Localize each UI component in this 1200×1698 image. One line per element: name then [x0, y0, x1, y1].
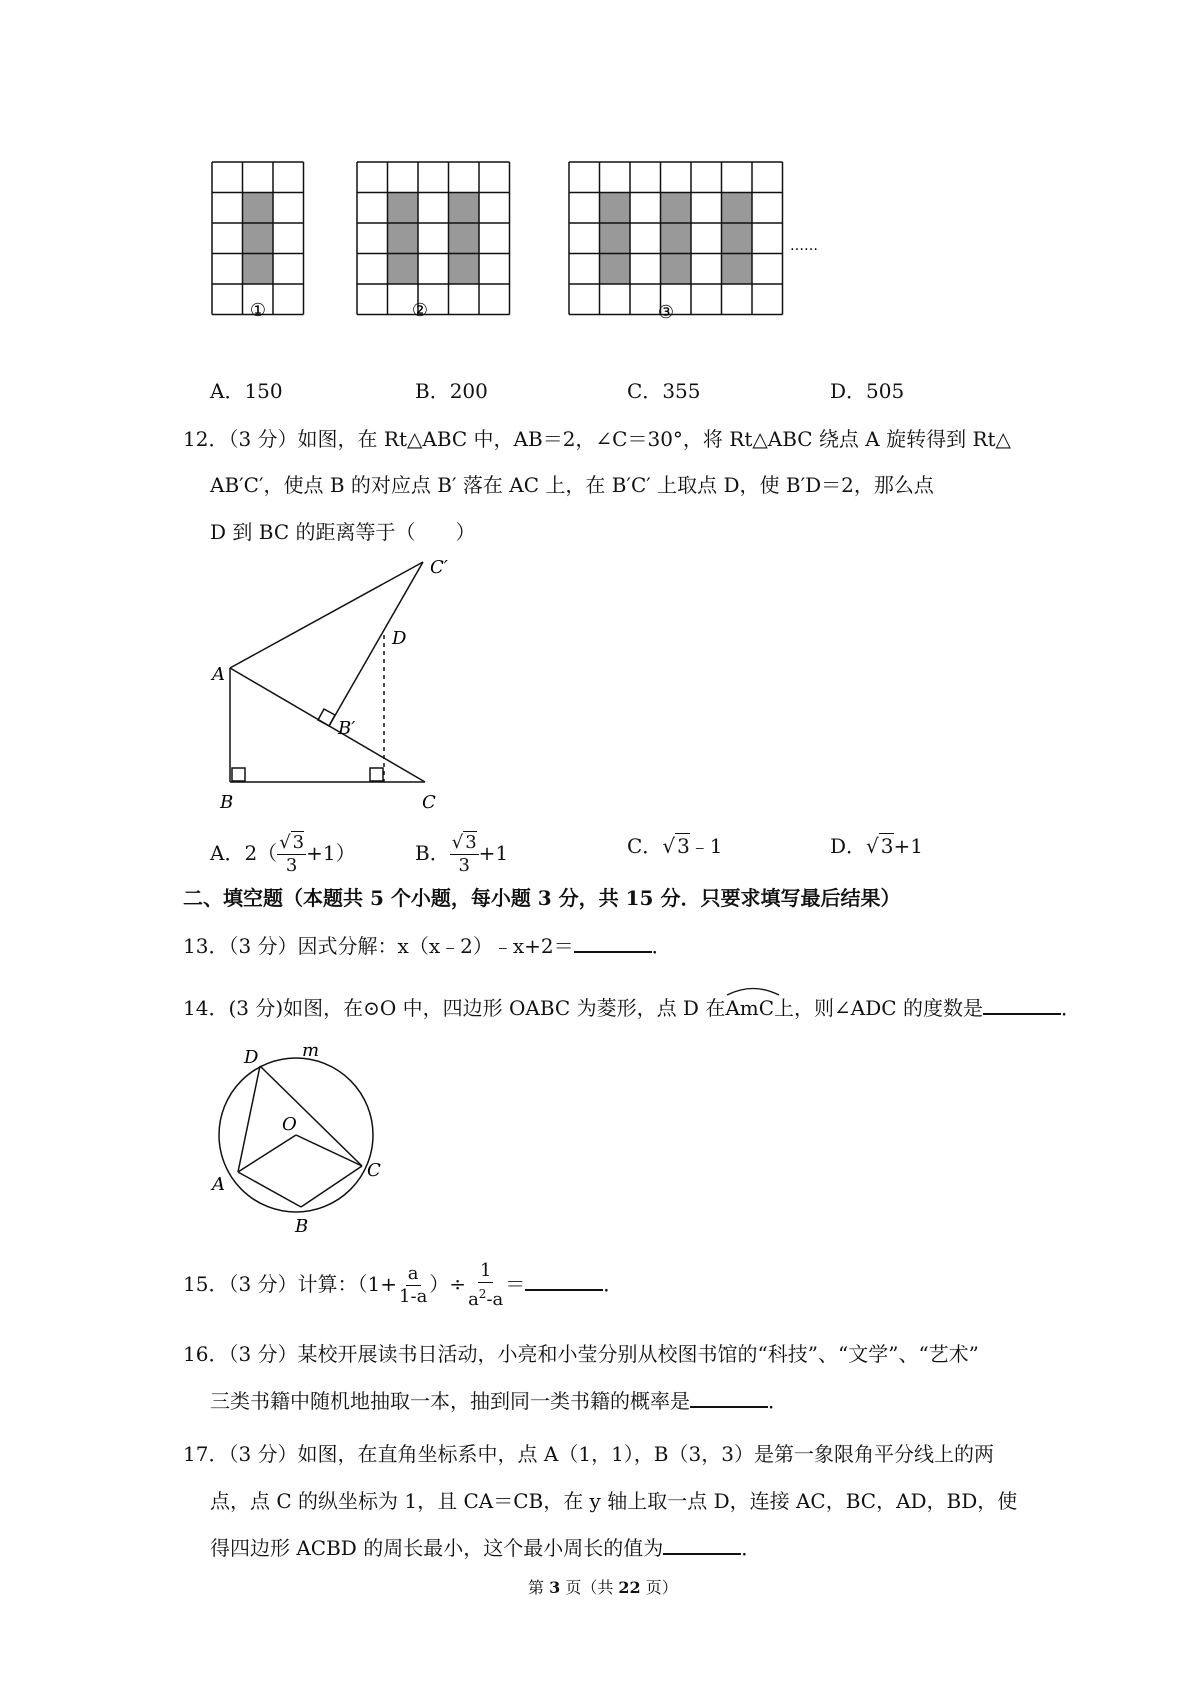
section-2-title: 二、填空题（本题共 5 个小题，每小题 3 分，共 15 分．只要求填写最后结果） [183, 886, 901, 910]
q12-label-b-prime: B′ [338, 718, 356, 739]
q14-label-c: C [367, 1160, 381, 1181]
q17-answer-blank [663, 1553, 741, 1555]
q11-option-a: A．150 [210, 379, 283, 403]
q16-answer-blank [690, 1406, 768, 1408]
q14-segment-oc [296, 1135, 362, 1166]
pattern-ellipsis: …… [790, 238, 818, 254]
q15-line: 15．（3 分）计算：（1+ $\frac{a}{1-a}$ ）÷ $\frac{1}{a^2-a}$ ＝ ． [183, 1260, 624, 1310]
q12-label-c-prime: C′ [430, 557, 448, 578]
q12-label-a: A [212, 664, 225, 685]
q12-option-a: A．2（ $\frac{√ 3}{3}$ +1） [210, 832, 356, 876]
q12-triangle-figure [0, 550, 500, 810]
pattern-1-shaded-column-1 [243, 193, 274, 285]
q12-line-2: AB′C′，使点 B 的对应点 B′ 落在 AC 上，在 B′C′ 上取点 D，使 B′D＝2，那么点 [210, 473, 934, 497]
q16-line-2: 三类书籍中随机地抽取一本，抽到同一类书籍的概率是 ． [210, 1389, 788, 1413]
pattern-3-shaded-column-3 [722, 193, 753, 285]
q11-option-d: D．505 [830, 379, 905, 403]
q14-segment-da [238, 1066, 260, 1172]
q12-right-angle-b [232, 768, 245, 781]
pattern-2-shaded-column-1 [388, 193, 419, 285]
q15-answer-blank [525, 1289, 603, 1291]
q14-label-o: O [282, 1114, 297, 1135]
q12-line-1: 12．（3 分）如图，在 Rt△ABC 中，AB＝2，∠C＝30°，将 Rt△ABC 绕点 A 旋转得到 Rt△ [183, 427, 1011, 451]
pattern-2-shaded-column-2 [449, 193, 480, 285]
q16-line-1: 16．（3 分）某校开展读书日活动，小亮和小莹分别从校图书馆的“科技”、“文学”、“艺术” [183, 1342, 979, 1366]
pattern-3-shaded-column-1 [600, 193, 631, 285]
q12-line-3: D 到 BC 的距离等于（ ） [210, 520, 476, 544]
q12-right-angle-b-prime [318, 709, 335, 726]
q14-label-d: D [244, 1047, 259, 1068]
q14-segment-dc [260, 1066, 362, 1166]
q14-segment-oa [238, 1135, 296, 1172]
q11-option-c: C．355 [627, 379, 701, 403]
q12-right-angle-foot [370, 768, 383, 781]
q14-line: 14．(3 分)如图，在⊙O 中，四边形 OABC 为菱形，点 D 在 AmC上，则∠ADC 的度数是 ． [183, 990, 1081, 1022]
q14-label-m: m [302, 1040, 320, 1061]
q12-option-c: C．√ 3﹣1 [627, 834, 723, 858]
q12-segment-bc-prime [329, 562, 423, 726]
q12-option-d: D．√ 3+1 [830, 834, 924, 858]
pattern-3-shaded-column-2 [661, 193, 692, 285]
q12-segment-ac-prime [230, 562, 423, 668]
q14-label-a: A [212, 1174, 225, 1195]
q15-fraction-1: $\frac{a}{1-a}$ [399, 1263, 428, 1307]
q17-line-3: 得四边形 ACBD 的周长最小，这个最小周长的值为 ． [210, 1536, 762, 1560]
q14-segment-ab [238, 1172, 301, 1207]
q15-fraction-2: $\frac{1}{a^2-a}$ [468, 1260, 504, 1310]
q12-option-b: B． $\frac{√ 3}{3}$ +1 [415, 832, 509, 876]
q17-line-2: 点，点 C 的纵坐标为 1，且 CA＝CB，在 y 轴上取一点 D，连接 AC，BC，AD，BD，使 [210, 1489, 1018, 1513]
q12-label-d: D [392, 628, 407, 649]
q17-line-1: 17．（3 分）如图，在直角坐标系中，点 A（1，1），B（3，3）是第一象限角平分线上的两 [183, 1442, 994, 1466]
q14-answer-blank [983, 1013, 1061, 1015]
q14-circle-figure [0, 1040, 420, 1240]
pattern-label-2: ② [411, 300, 429, 321]
q12-label-b: B [220, 792, 234, 810]
pattern-label-3: ③ [657, 302, 675, 323]
pattern-label-1: ① [249, 300, 267, 321]
pattern-figures [0, 0, 1200, 340]
q12-label-c: C [422, 792, 436, 810]
q13-line: 13．（3 分）因式分解：x（x﹣2）﹣x+2＝ ． [183, 934, 672, 958]
q11-option-b: B．200 [415, 379, 488, 403]
q13-answer-blank [574, 951, 652, 953]
page-footer: 第 3 页（共 22 页） [528, 1578, 678, 1597]
q14-label-b: B [295, 1216, 309, 1237]
